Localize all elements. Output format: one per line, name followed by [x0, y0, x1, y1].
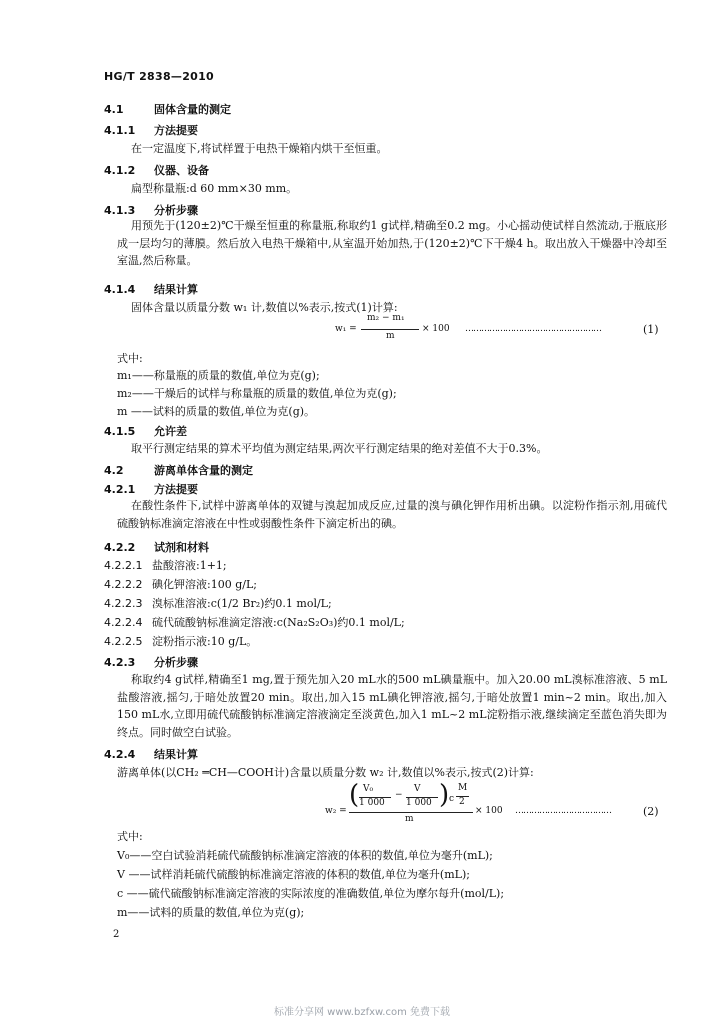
formula-lhs: w₂ =	[325, 806, 347, 816]
definition: V₀——空白试验消耗硫代硫酸钠标准滴定溶液的体积的数值,单位为毫升(mL);	[117, 849, 493, 862]
paren-left: (	[349, 780, 360, 810]
reagent-item	[104, 578, 257, 592]
section-number: 4.2.4	[104, 748, 136, 761]
document-code: HG/T 2838—2010	[104, 70, 215, 83]
section-title: 固体含量的测定	[154, 103, 231, 116]
v-symbol: V	[414, 784, 421, 794]
paragraph: 在酸性条件下,试样中游离单体的双键与溴起加成反应,过量的溴与碘化钾作用析出碘。以淀粉作指示剂,用硫代硫酸钠标准滴定溶液在中性或弱酸性条件下滴定析出的碘。	[117, 499, 667, 530]
formula-1	[335, 313, 665, 347]
section-4-2	[104, 462, 253, 478]
section-title: 分析步骤	[154, 204, 198, 217]
section-number: 4.1.2	[104, 164, 136, 177]
section-title: 允许差	[154, 425, 187, 438]
item-text: 硫代硫酸钠标准滴定溶液:c(Na₂S₂O₃)约0.1 mol/L;	[152, 616, 405, 629]
page-number: 2	[113, 929, 120, 940]
reagent-item	[104, 635, 257, 649]
den-1000: 1 000	[359, 798, 385, 808]
formula-leader: ………………………………	[515, 806, 611, 816]
watermark-footer: 标准分享网 www.bzfxw.com 免费下载	[274, 1007, 450, 1018]
paragraph: 扁型称量瓶:d 60 mm×30 mm。	[131, 182, 298, 195]
section-number: 4.2.2	[104, 541, 136, 554]
paragraph: 用预先于(120±2)℃干燥至恒重的称量瓶,称取约1 g试样,精确至0.2 mg。小心摇动使试样自然流动,于瓶底形成一层均匀的薄膜。然后放入电热干燥箱中,从室温开始加热,于(120±2)℃下干燥4 h。取出放入干燥器中冷却至室温,然后称量。	[117, 219, 667, 267]
formula-leader: ……………………………………………	[465, 324, 601, 334]
section-title: 方法提要	[154, 124, 198, 137]
section-number: 4.1.3	[104, 204, 136, 217]
paragraph: 称取约4 g试样,精确至1 mg,置于预先加入20 mL水的500 mL碘量瓶中。加入20.00 mL溴标准溶液、5 mL盐酸溶液,摇匀,于暗处放置20 min。取出,加入15 mL碘化钾溶液,摇匀,于暗处放置1 min~2 min。取出,加入150 mL水,立即用硫代硫酸钠标准滴定溶液滴定至淡黄色,加入1 mL~2 mL淀粉指示液,继续滴定至蓝色消失即为终点。同时做空白试验。	[117, 673, 667, 739]
item-text: 淀粉指示液:10 g/L。	[152, 635, 258, 648]
reagent-item	[104, 559, 227, 573]
fraction-bar	[361, 329, 419, 330]
paren-right: )	[439, 780, 450, 810]
item-number: 4.2.2.1	[104, 559, 143, 572]
minus-sign: −	[395, 790, 403, 800]
formula-numerator: m₂ − m₁	[367, 313, 405, 323]
item-text: 碘化钾溶液:100 g/L;	[152, 578, 257, 591]
item-number: 4.2.2.5	[104, 635, 143, 648]
section-number: 4.1.1	[104, 124, 136, 137]
section-number: 4.1.5	[104, 425, 136, 438]
section-4-1-4	[104, 281, 198, 297]
section-title: 结果计算	[154, 283, 198, 296]
section-title: 试剂和材料	[154, 541, 209, 554]
paragraph: 游离单体(以CH₂ ═CH—COOH计)含量以质量分数 w₂ 计,数值以%表示,按式(2)计算:	[117, 766, 534, 779]
where-label: 式中:	[117, 352, 143, 365]
section-number: 4.2.3	[104, 656, 136, 669]
definition: m——试料的质量的数值,单位为克(g);	[117, 906, 305, 919]
section-number: 4.2	[104, 464, 124, 477]
section-title: 结果计算	[154, 748, 198, 761]
definition: c ——硫代硫酸钠标准滴定溶液的实际浓度的准确数值,单位为摩尔每升(mol/L);	[117, 887, 505, 900]
item-text: 盐酸溶液:1+1;	[152, 559, 227, 572]
formula-times: × 100	[475, 806, 503, 816]
den-1000: 1 000	[406, 798, 432, 808]
formula-denominator: m	[405, 814, 414, 824]
section-4-2-3	[104, 654, 198, 670]
formula-label: (1)	[643, 323, 659, 336]
definition: m ——试料的质量的数值,单位为克(g)。	[117, 405, 316, 418]
formula-label: (2)	[643, 805, 659, 818]
item-text: 溴标准溶液:c(1/2 Br₂)约0.1 mol/L;	[152, 597, 332, 610]
where-label: 式中:	[117, 830, 143, 843]
section-4-1-1	[104, 122, 198, 138]
definition: m₁——称量瓶的质量的数值,单位为克(g);	[117, 369, 320, 382]
c-symbol: c	[449, 794, 455, 804]
reagent-item	[104, 597, 332, 611]
section-title: 方法提要	[154, 483, 198, 496]
section-4-1-5	[104, 423, 187, 439]
section-4-2-2	[104, 539, 209, 555]
section-4-1-3	[104, 202, 198, 218]
main-fraction-bar	[349, 812, 473, 813]
reagent-item	[104, 616, 405, 630]
section-4-1-2	[104, 162, 209, 178]
section-number: 4.2.1	[104, 483, 136, 496]
paragraph: 固体含量以质量分数 w₁ 计,数值以%表示,按式(1)计算:	[131, 301, 398, 314]
section-number: 4.1.4	[104, 283, 136, 296]
definition: V ——试样消耗硫代硫酸钠标准滴定溶液的体积的数值,单位为毫升(mL);	[117, 868, 470, 881]
formula-times: × 100	[422, 324, 450, 334]
section-title: 仪器、设备	[154, 164, 209, 177]
section-4-2-1	[104, 481, 198, 497]
item-number: 4.2.2.3	[104, 597, 143, 610]
definition: m₂——干燥后的试样与称量瓶的质量的数值,单位为克(g);	[117, 387, 397, 400]
v0-symbol: V₀	[363, 784, 374, 794]
paragraph: 在一定温度下,将试样置于电热干燥箱内烘干至恒重。	[131, 142, 388, 155]
m-molar-symbol: M	[458, 783, 468, 793]
section-4-1	[104, 101, 231, 117]
formula-lhs: w₁ =	[335, 324, 357, 334]
item-number: 4.2.2.2	[104, 578, 143, 591]
section-4-2-4	[104, 746, 198, 762]
item-number: 4.2.2.4	[104, 616, 143, 629]
section-title: 游离单体含量的测定	[154, 464, 253, 477]
paragraph: 取平行测定结果的算术平均值为测定结果,两次平行测定结果的绝对差值不大于0.3%。	[131, 442, 548, 455]
formula-2	[325, 781, 665, 831]
formula-denominator: m	[386, 331, 395, 341]
section-title: 分析步骤	[154, 656, 198, 669]
two: 2	[459, 797, 465, 807]
section-number: 4.1	[104, 103, 124, 116]
